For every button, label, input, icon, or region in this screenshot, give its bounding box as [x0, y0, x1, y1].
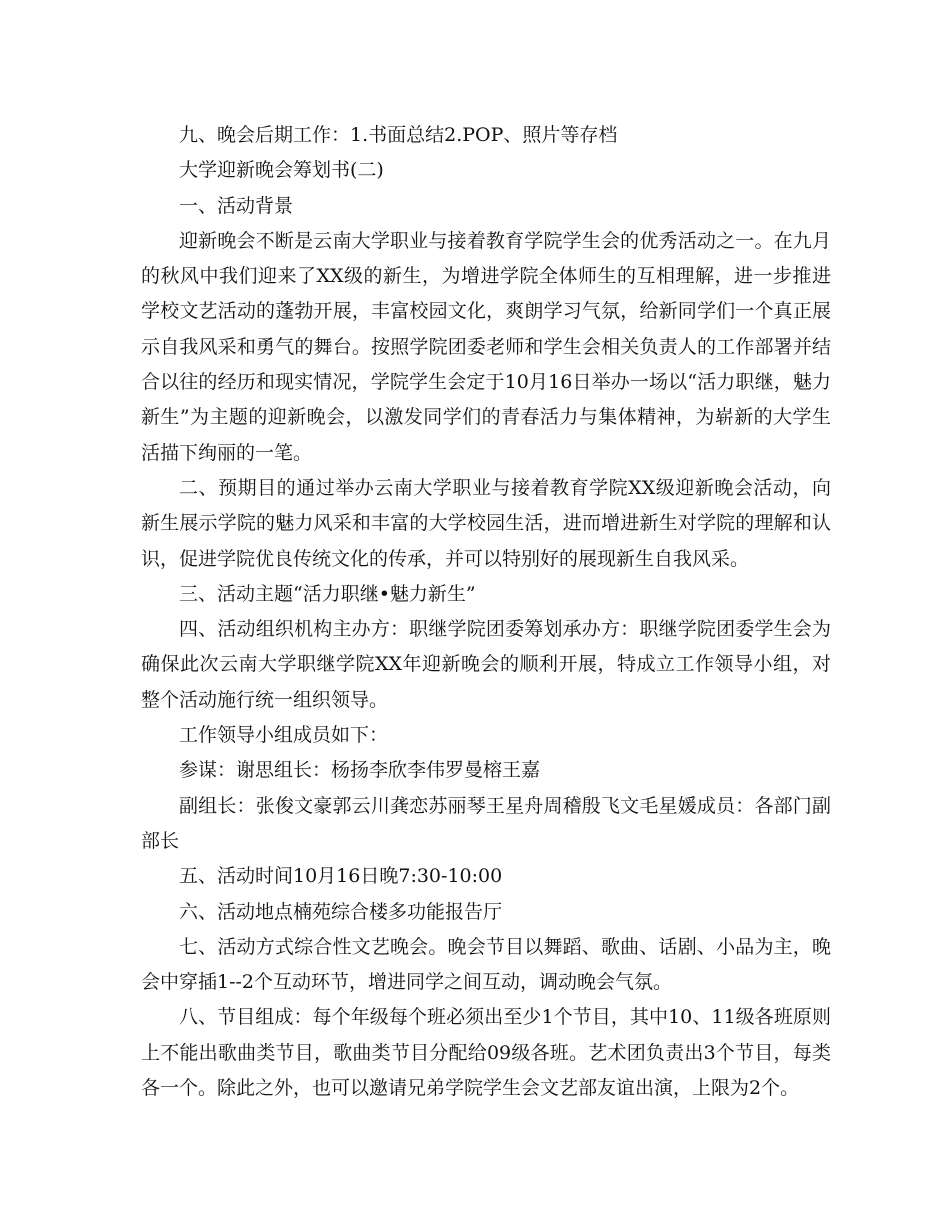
- document-body: [141, 118, 831, 1106]
- paragraph-post-event-work: 九、晚会后期工作：1.书面总结2.POP、照片等存档: [179, 124, 618, 146]
- paragraph-plan-title: 大学迎新晚会筹划书(二): [179, 159, 384, 182]
- paragraph-organization: 四、活动组织机构主办方：职继学院团委筹划承办方：职继学院团委学生会为确保此次云南大学职继学院XX年迎新晚会的顺利开展，特成立工作领导小组，对整个活动施行统一组织领导。: [141, 618, 831, 711]
- paragraph-activity-time: 五、活动时间10月16日晚7:30-10:00: [179, 865, 503, 888]
- paragraph-expected-purpose: 二、预期目的通过举办云南大学职业与接着教育学院XX级迎新晚会活动，向新生展示学院的魅力风采和丰富的大学校园生活，进而增进新生对学院的理解和认识，促进学院优良传统文化的传承，并可以特别好的展现新生自我风采。: [141, 476, 831, 570]
- paragraph-activity-format: 七、活动方式综合性文艺晚会。晚会节目以舞蹈、歌曲、话剧、小品为主，晚会中穿插1--2个互动环节，增进同学之间互动，调动晚会气氛。: [141, 935, 831, 994]
- paragraph-activity-theme: 三、活动主题“活力职继•魅力新生”: [179, 582, 476, 605]
- heading-activity-background: 一、活动背景: [179, 194, 294, 217]
- paragraph-activity-location: 六、活动地点楠苑综合楼多功能报告厅: [179, 900, 503, 923]
- paragraph-leading-group-intro: 工作领导小组成员如下：: [179, 724, 389, 747]
- paragraph-advisor-leaders: 参谋：谢思组长：杨扬李欣李伟罗曼榕王嘉: [179, 759, 541, 782]
- paragraph-background-body: 迎新晚会不断是云南大学职业与接着教育学院学生会的优秀活动之一。在九月的秋风中我们迎来了XX级的新生，为增进学院全体师生的互相理解，进一步推进学校文艺活动的蓬勃开展，丰富校园文化，爽朗学习气氛，给新同学们一个真正展示自我风采和勇气的舞台。按照学院团委老师和学生会相关负责人的工作部署并结合以往的经历和现实情况，学院学生会定于10月16日举办一场以“活力职继，魅力新生”为主题的迎新晚会，以激发同学们的青春活力与集体精神，为崭新的大学生活描下绚丽的一笔。: [141, 229, 831, 464]
- paragraph-deputy-leaders: 副组长：张俊文豪郭云川龚恋苏丽琴王星舟周稽殷飞文毛星媛成员：各部门副部长: [141, 794, 831, 852]
- paragraph-program-composition: 八、节目组成：每个年级每个班必须出至少1个节目，其中10、11级各班原则上不能出歌曲类节目，歌曲类节目分配给09级各班。艺术团负责出3个节目，每类各一个。除此之外，也可以邀请兄弟学院学生会文艺部友谊出演，上限为2个。: [141, 1006, 831, 1100]
